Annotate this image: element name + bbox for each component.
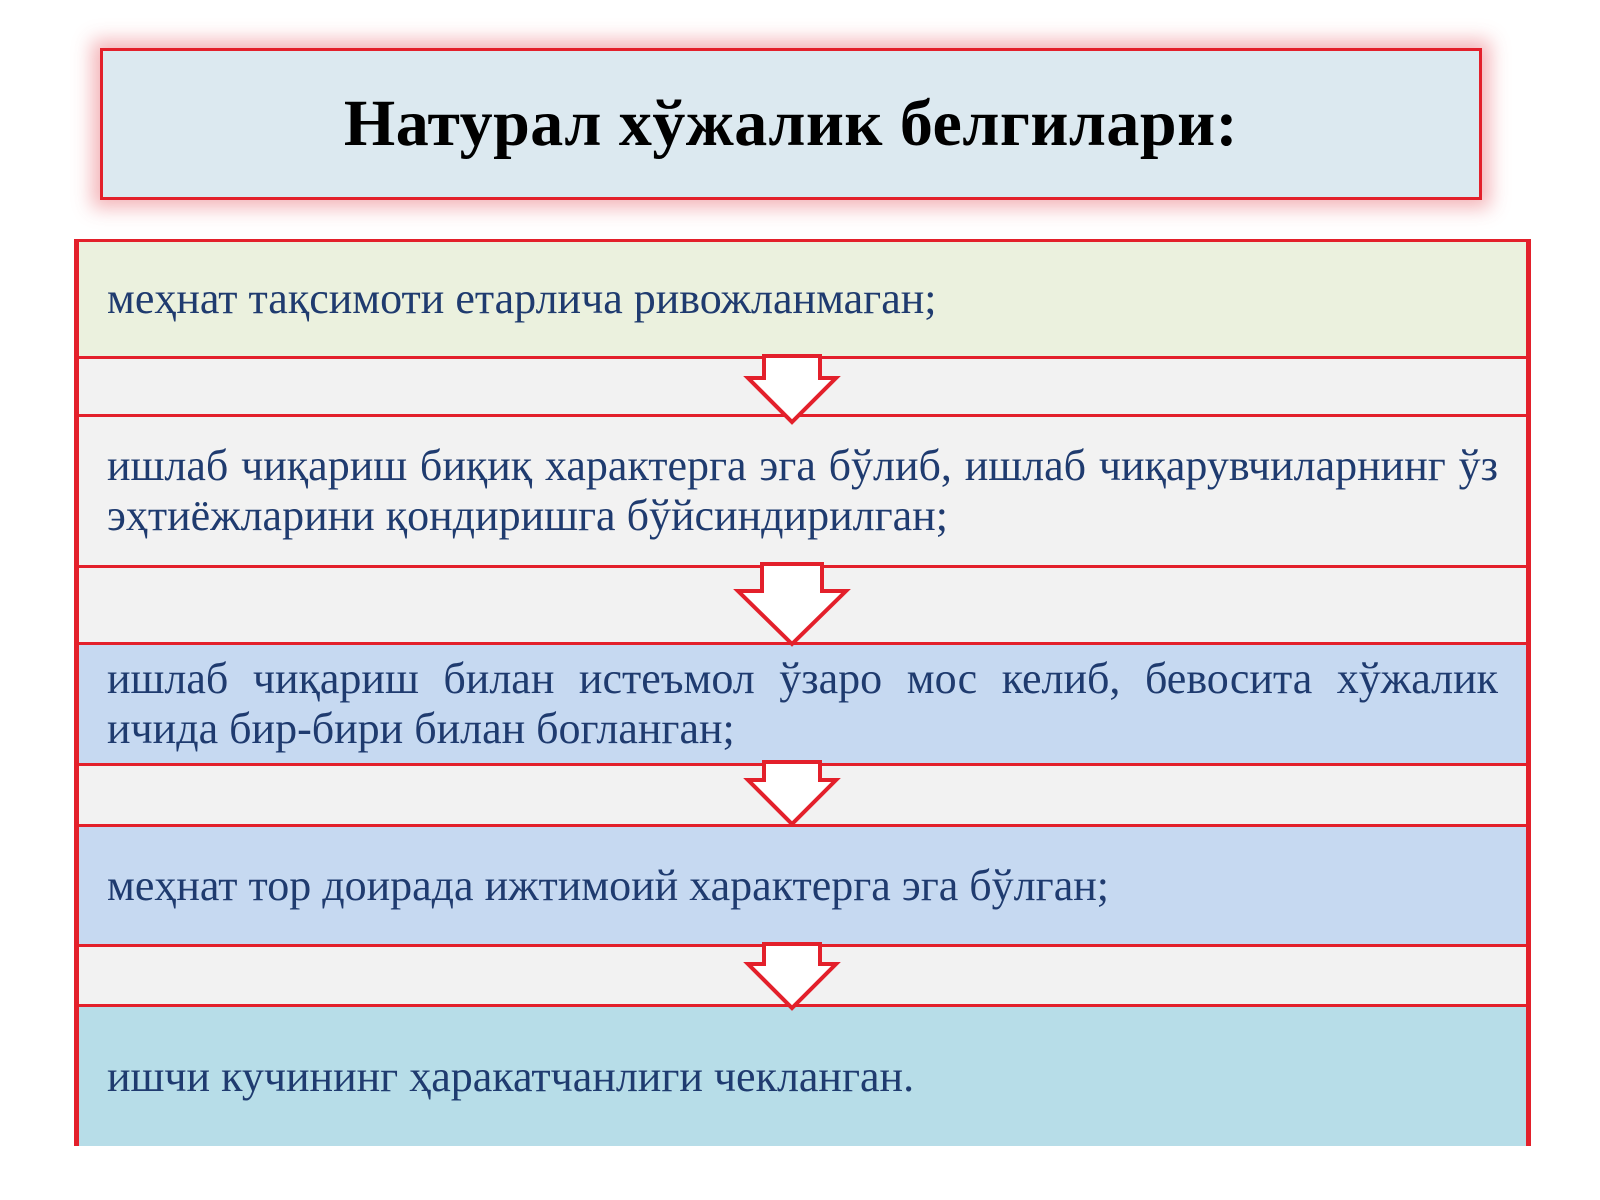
flow-step-1: [79, 239, 1526, 359]
flow-step-5-text: ишчи кучининг ҳаракатчанлиги чекланган.: [107, 1051, 915, 1101]
flow-step-3: [79, 642, 1526, 766]
flow-step-4-text: меҳнат тор доирада ижтимоий характерга эга бўлган;: [107, 860, 1109, 910]
down-arrow-icon: [732, 564, 852, 646]
down-arrow-icon: [742, 356, 842, 426]
flow-step-5: [79, 1004, 1526, 1146]
flow-step-2: [79, 414, 1526, 568]
down-arrow-icon: [742, 944, 842, 1010]
down-arrow-icon: [742, 762, 842, 828]
flow-step-2-text: ишлаб чиқариш биқиқ характерга эга бўлиб, ишлаб чиқарувчиларнинг ўз эҳтиёжларини қондиришга бўйсиндирилган;: [107, 441, 1498, 540]
flow-frame: [74, 239, 1531, 1146]
title-box: [100, 48, 1482, 200]
page-title: Натурал хўжалик белгилари:: [343, 87, 1239, 160]
flow-step-3-text: ишлаб чиқариш билан истеъмол ўзаро мос келиб, бевосита хўжалик ичида бир-бири билан богланган;: [107, 654, 1498, 753]
flow-step-1-text: меҳнат тақсимоти етарлича ривожланмаган;: [107, 274, 937, 323]
flow-step-4: [79, 824, 1526, 947]
